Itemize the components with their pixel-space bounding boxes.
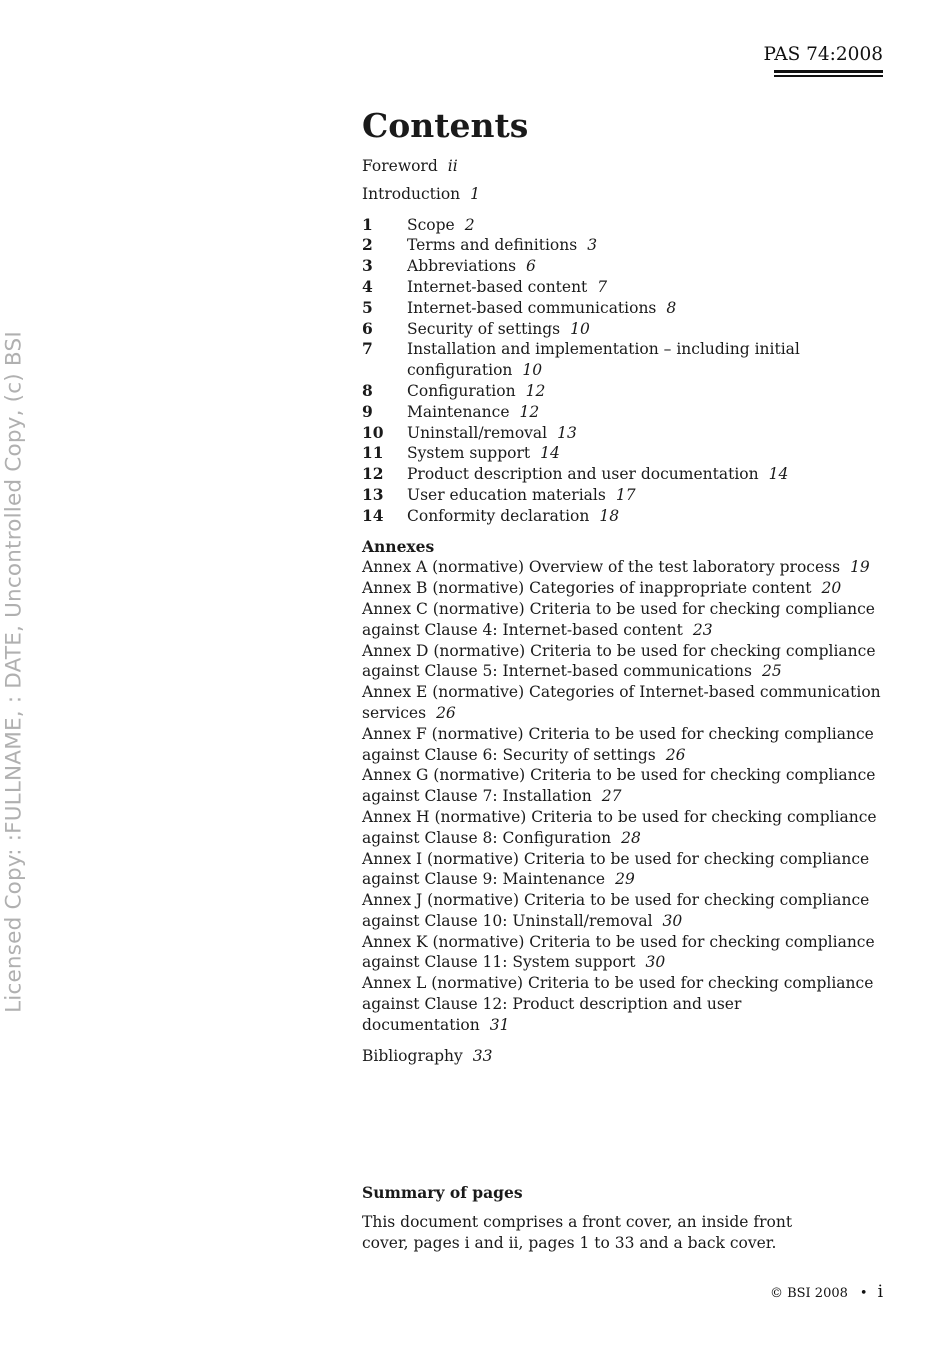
toc-clause-row[interactable]	[362, 443, 882, 464]
footer-separator: •	[859, 1286, 868, 1301]
toc-annex-entry[interactable]	[362, 849, 882, 891]
summary-of-pages	[362, 1183, 882, 1253]
clause-title	[407, 464, 882, 485]
toc-page-number: 26	[436, 703, 456, 722]
clause-number: 14	[362, 505, 384, 525]
clause-title	[407, 319, 882, 340]
clause-number: 8	[362, 380, 373, 400]
toc-page-number: 29	[615, 870, 635, 889]
watermark: Licensed Copy: :FULLNAME, : DATE, Uncontrolled Copy, (c) BSI	[1, 331, 27, 1013]
toc-clause-row[interactable]	[362, 464, 882, 485]
clause-number: 5	[362, 297, 373, 317]
toc-clause-row[interactable]	[362, 423, 882, 444]
toc-page-number: 1	[470, 184, 481, 203]
toc-entry-label: Configuration	[407, 381, 516, 400]
clause-number: 6	[362, 318, 373, 338]
toc-page-number: 25	[761, 662, 782, 681]
summary-heading: Summary of pages	[362, 1183, 523, 1202]
clause-title	[407, 298, 882, 319]
clause-title	[407, 381, 882, 402]
clause-title	[407, 402, 882, 423]
toc-page-number: 6	[526, 257, 536, 276]
toc-annex-entry[interactable]	[362, 765, 882, 807]
toc-entry-label: Maintenance	[407, 402, 510, 421]
toc-entry-label: Foreword	[362, 157, 438, 175]
toc-entry-label: System support	[407, 444, 531, 463]
toc-clause-row[interactable]	[362, 339, 882, 381]
clause-title	[407, 485, 882, 506]
toc-clause-row[interactable]	[362, 381, 882, 402]
toc-page-number: 12	[525, 381, 546, 400]
toc-page-number: 28	[621, 828, 641, 847]
toc-entry-label: Product description and user documentation	[407, 465, 759, 484]
clause-title	[407, 277, 882, 298]
page-title: Contents	[362, 106, 529, 145]
standard-code: PAS 74:2008	[763, 44, 883, 65]
clause-title	[407, 506, 882, 527]
toc-page-number: 13	[557, 423, 577, 442]
toc-annex-entry[interactable]	[362, 599, 882, 641]
toc-page-number: 19	[850, 558, 870, 577]
clause-number: 11	[362, 443, 384, 463]
toc-entry-label: Annex I (normative) Criteria to be used for checking compliance against Clause 9: Maintenance	[362, 849, 870, 889]
toc-annex-entry[interactable]	[362, 557, 882, 578]
toc-page-number: 10	[570, 319, 590, 338]
toc-page-number: 18	[599, 506, 620, 525]
toc-page-number: 7	[597, 277, 608, 296]
toc-entry-label: Security of settings	[407, 319, 561, 338]
toc-page-number: 12	[519, 402, 540, 421]
toc-annex-entry[interactable]	[362, 932, 882, 974]
toc-page-number: 30	[662, 911, 683, 930]
toc-clause-row[interactable]	[362, 215, 882, 236]
toc-page-number: 23	[692, 620, 713, 639]
toc-entry-label: Bibliography	[362, 1046, 463, 1065]
clause-number: 13	[362, 484, 384, 504]
clause-number: 7	[362, 339, 373, 359]
toc-entry-label: Internet-based communications	[407, 298, 657, 317]
toc-entry-label: Annex B (normative) Categories of inappropriate content	[362, 579, 812, 598]
toc-annex-entry[interactable]	[362, 807, 882, 849]
table-of-contents	[362, 104, 882, 1066]
header-rule	[774, 70, 883, 73]
clause-title	[407, 235, 882, 256]
page-number: i	[877, 1282, 883, 1302]
toc-page-number: 10	[522, 361, 543, 380]
toc-page-number: 2	[464, 215, 475, 234]
toc-page-number: 14	[540, 444, 560, 463]
toc-entry-label: Internet-based content	[407, 277, 588, 296]
summary-text: This document comprises a front cover, an inside front cover, pages i and ii, pages 1 to 33 and a back cover.	[362, 1212, 793, 1252]
toc-page-number: 31	[489, 1015, 510, 1034]
toc-page-number: 30	[645, 953, 666, 972]
toc-page-number: 26	[665, 745, 686, 764]
toc-annex-entry[interactable]	[362, 973, 882, 1035]
toc-entry-label: User education materials	[407, 485, 606, 504]
toc-page-number: 20	[821, 579, 842, 598]
clause-title	[407, 443, 882, 464]
toc-entry-label: Annex F (normative) Criteria to be used for checking compliance against Clause 6: Security of settings	[362, 724, 874, 764]
toc-page-number: 33	[472, 1046, 493, 1065]
toc-page-number: 8	[666, 298, 677, 317]
copyright: © BSI 2008	[769, 1286, 848, 1301]
annex-list	[362, 557, 882, 1035]
toc-entry-label: Annex D (normative) Criteria to be used for checking compliance against Clause 5: Internet-based communications	[362, 641, 876, 681]
toc-clause-row[interactable]	[362, 235, 882, 256]
toc-entry-label: Annex G (normative) Criteria to be used for checking compliance against Clause 7: Installation	[362, 766, 876, 806]
toc-entry-label: Annex E (normative) Categories of Internet-based communication services	[362, 683, 881, 722]
toc-entry-label: Scope	[407, 215, 455, 234]
clause-number: 1	[362, 214, 373, 234]
toc-clause-row[interactable]	[362, 319, 882, 340]
header-rule	[774, 75, 883, 77]
toc-clause-row[interactable]	[362, 402, 882, 423]
clause-number: 12	[362, 464, 384, 484]
toc-annex-entry[interactable]	[362, 578, 882, 599]
toc-entry-label: Annex H (normative) Criteria to be used for checking compliance against Clause 8: Configuration	[362, 807, 877, 847]
toc-entry-bibliography[interactable]	[362, 1046, 882, 1067]
toc-clause-row[interactable]	[362, 256, 882, 277]
toc-annex-entry[interactable]	[362, 890, 882, 932]
page-footer	[770, 1282, 883, 1302]
toc-entry-foreword[interactable]	[362, 156, 882, 177]
toc-entry-label: Annex K (normative) Criteria to be used for checking compliance against Clause 11: System support	[362, 932, 875, 972]
toc-clause-row[interactable]	[362, 485, 882, 506]
clause-number: 10	[362, 422, 384, 442]
toc-entry-label: Uninstall/removal	[407, 423, 548, 442]
toc-entry-label: Abbreviations	[407, 257, 517, 276]
toc-entry-label: Annex A (normative) Overview of the test laboratory process	[362, 558, 841, 577]
toc-entry-label: Conformity declaration	[407, 506, 590, 525]
toc-entry-introduction[interactable]	[362, 184, 882, 205]
clause-number: 2	[362, 235, 373, 255]
clause-title	[407, 423, 882, 444]
toc-entry-label: Terms and definitions	[407, 236, 578, 255]
toc-annex-entry[interactable]	[362, 724, 882, 766]
toc-page-number: 3	[587, 236, 598, 255]
toc-annex-entry[interactable]	[362, 682, 882, 724]
clause-title	[407, 256, 882, 277]
clause-number: 4	[362, 276, 373, 296]
toc-entry-label: Annex J (normative) Criteria to be used for checking compliance against Clause 10: Uninstall/removal	[362, 891, 870, 930]
clause-title	[407, 215, 882, 236]
toc-entry-label: Annex C (normative) Criteria to be used for checking compliance against Clause 4: Internet-based content	[362, 599, 875, 639]
clause-title	[407, 339, 882, 381]
clause-list	[362, 215, 882, 527]
toc-page-number: 27	[601, 787, 622, 806]
toc-page-number: 17	[615, 485, 636, 504]
toc-clause-row[interactable]	[362, 298, 882, 319]
toc-page-number: ii	[447, 157, 458, 175]
toc-entry-label: Installation and implementation – including initial configuration	[407, 340, 800, 380]
toc-entry-label: Introduction	[362, 184, 461, 203]
toc-annex-entry[interactable]	[362, 641, 882, 683]
toc-clause-row[interactable]	[362, 277, 882, 298]
annexes-heading: Annexes	[362, 536, 435, 556]
clause-number: 3	[362, 256, 373, 276]
clause-number: 9	[362, 401, 373, 421]
toc-page-number: 14	[768, 465, 789, 484]
toc-clause-row[interactable]	[362, 506, 882, 527]
toc-entry-label: Annex L (normative) Criteria to be used for checking compliance against Clause 12: Product description and user documentation	[362, 974, 874, 1034]
